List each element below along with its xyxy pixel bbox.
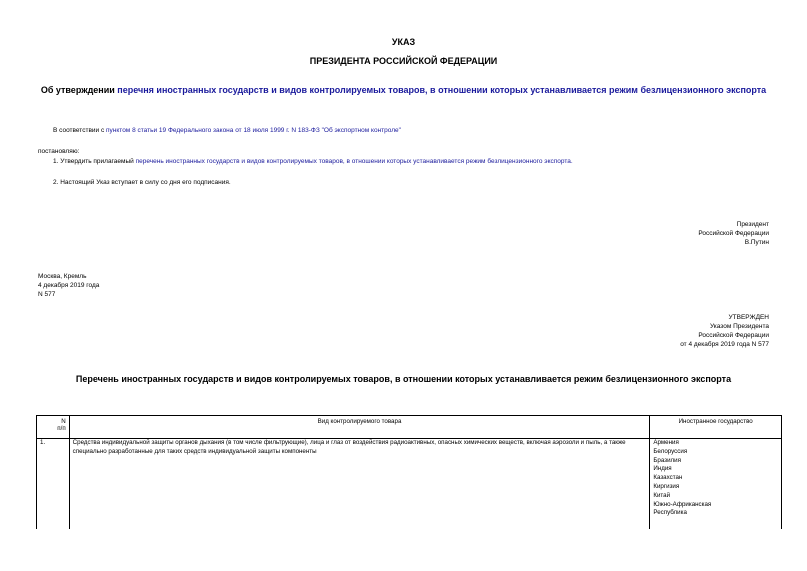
signature-country: Российской Федерации [698,230,769,237]
approved-date: от 4 декабря 2019 года N 577 [680,341,769,348]
approved-by: Указом Президента [709,323,769,330]
country-item: Казахстан [653,474,683,482]
signature-title: Президент [736,221,769,228]
header-goods: Вид контролируемого товара [69,416,650,439]
approved-block [560,313,769,349]
decree-number: N 577 [38,291,56,298]
item-2: 2. Настоящий Указ вступает в силу со дня его подписания. [53,179,231,186]
decree-word: постановляю: [38,148,80,155]
place-date-block [38,272,99,299]
signature-name: В.Путин [744,239,769,246]
country-item: Южно-Африканская [653,500,712,508]
country-item: Киргизия [653,482,680,490]
country-item: Армения [653,439,679,446]
country-item: Бразилия [653,456,681,464]
approved-label: УТВЕРЖДЕН [728,314,769,321]
country-item: Республика [653,509,687,517]
approved-country: Российской Федерации [698,332,769,339]
country-item: Индия [653,465,672,473]
header-num-line1: N [61,418,66,425]
header-num [37,416,70,439]
item-1-link[interactable]: перечень иностранных государств и видов контролируемых товаров, в отношении которых устанавливается режим безлицензионного экспорта. [135,158,573,165]
row-countries [650,439,782,530]
item-1 [53,157,573,166]
table-row [37,439,782,530]
list-title: Перечень иностранных государств и видов контролируемых товаров, в отношении которых устанавливается режим безлицензионного экспорта [75,374,732,384]
preamble-prefix: В соответствии с [53,127,107,134]
table-header-row [37,416,782,439]
header-num-line2: п/п [57,425,66,432]
item-1-prefix: 1. Утвердить прилагаемый [53,158,136,165]
goods-table [36,415,782,529]
header-country: Иностранное государство [650,416,782,439]
country-item: Белоруссия [653,447,688,455]
decree-title-prefix: Об утверждении [40,85,118,95]
decree-title [0,85,807,95]
date: 4 декабря 2019 года [38,282,100,289]
row-goods: Средства индивидуальной защиты органов дыхания (в том числе фильтрующие), лица и глаз от воздействия радиоактивных, опасных химических веществ, включая аэрозоли и пыль, а также специально разработанные для таких средств индивидуальной защиты компоненты [69,439,650,530]
preamble [53,126,401,135]
preamble-law-link[interactable]: пунктом 8 статьи 19 Федерального закона от 18 июля 1999 г. N 183-ФЗ "Об экспортном контроле" [106,127,401,134]
decree-heading: УКАЗ [391,37,416,47]
decree-issuer: ПРЕЗИДЕНТА РОССИЙСКОЙ ФЕДЕРАЦИИ [309,56,498,66]
row-num: 1. [37,439,70,530]
decree-title-link[interactable]: перечня иностранных государств и видов контролируемых товаров, в отношении которых устанавливается режим безлицензионного экспорта [117,85,767,95]
signature-block [600,220,769,247]
place: Москва, Кремль [38,273,87,280]
country-item: Китай [653,491,671,499]
